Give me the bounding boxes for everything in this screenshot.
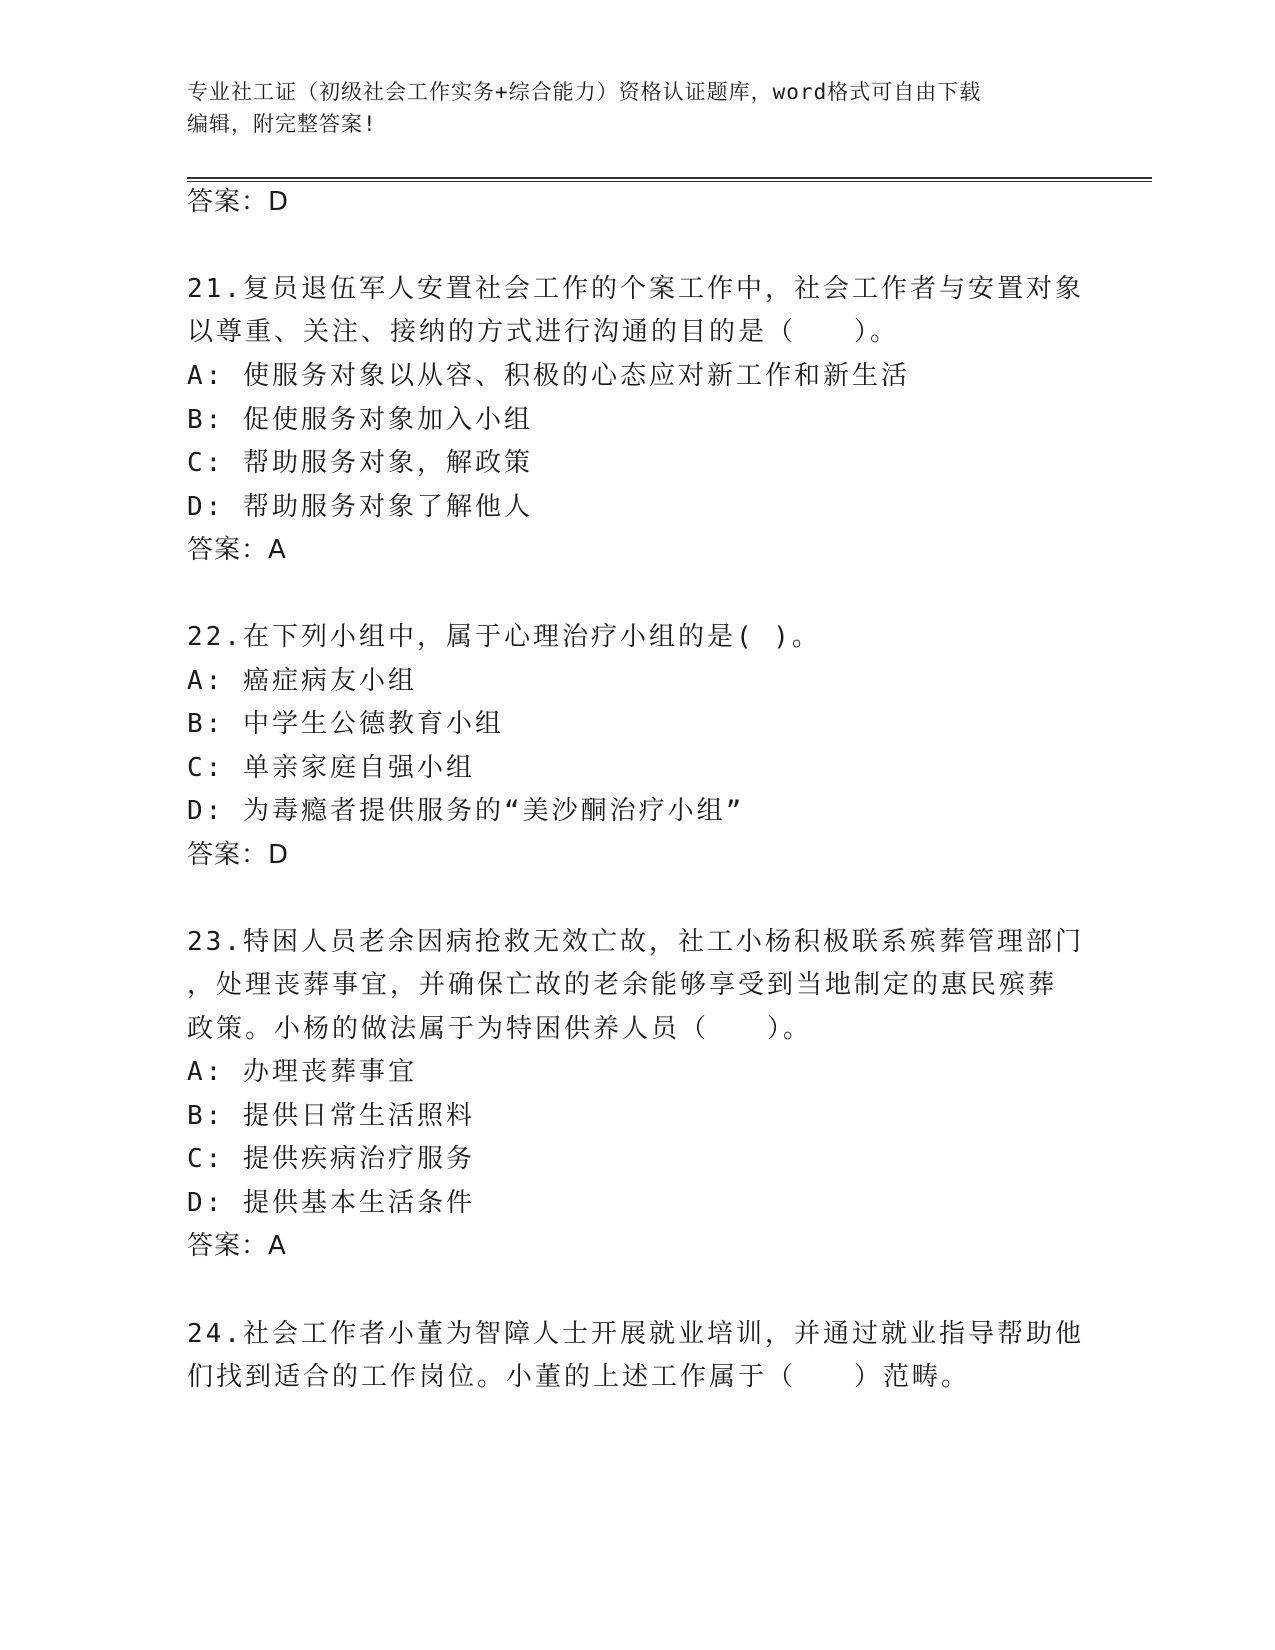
- question-stem-line: 23.特困人员老余因病抢救无效亡故，社工小杨积极联系殡葬管理部门: [187, 927, 1084, 957]
- option-a: A: 办理丧葬事宜: [187, 1057, 417, 1087]
- option-b: B: 提供日常生活照料: [187, 1101, 475, 1131]
- question-stem-line: 21.复员退伍军人安置社会工作的个案工作中，社会工作者与安置对象: [187, 274, 1084, 304]
- page-header: [187, 76, 1087, 140]
- document-page: [187, 0, 1152, 1650]
- question-stem-line: 24.社会工作者小董为智障人士开展就业培训，并通过就业指导帮助他: [187, 1319, 1084, 1349]
- answer-line: 答案：A: [187, 1231, 287, 1261]
- question-stem-line: 政策。小杨的做法属于为特困供养人员（ ）。: [187, 1014, 813, 1044]
- option-c: C: 帮助服务对象，解政策: [187, 448, 533, 478]
- answer-line: 答案：D: [187, 840, 290, 870]
- header-line: 专业社工证（初级社会工作实务+综合能力）资格认证题库，word格式可自由下载: [187, 80, 982, 104]
- answer-line: 答案：D: [187, 187, 290, 217]
- question-stem-line: ，处理丧葬事宜，并确保亡故的老余能够享受到当地制定的惠民殡葬: [187, 970, 1058, 1000]
- option-b: B: 促使服务对象加入小组: [187, 405, 533, 435]
- option-c: C: 单亲家庭自强小组: [187, 753, 475, 783]
- option-d: D: 提供基本生活条件: [187, 1188, 475, 1218]
- option-d: D: 为毒瘾者提供服务的“美沙酮治疗小组”: [187, 796, 745, 826]
- question-stem-line: 22.在下列小组中，属于心理治疗小组的是( )。: [187, 622, 821, 652]
- question-stem-line: 们找到适合的工作岗位。小董的上述工作属于（ ）范畴。: [187, 1362, 971, 1392]
- option-a: A: 癌症病友小组: [187, 666, 417, 696]
- header-divider: [187, 177, 1152, 182]
- option-c: C: 提供疾病治疗服务: [187, 1144, 475, 1174]
- answer-line: 答案：A: [187, 535, 287, 565]
- question-stem-line: 以尊重、关注、接纳的方式进行沟通的目的是（ ）。: [187, 317, 900, 347]
- option-b: B: 中学生公德教育小组: [187, 709, 504, 739]
- option-d: D: 帮助服务对象了解他人: [187, 492, 533, 522]
- header-line: 编辑，附完整答案!: [187, 112, 377, 136]
- option-a: A: 使服务对象以从容、积极的心态应对新工作和新生活: [187, 361, 910, 391]
